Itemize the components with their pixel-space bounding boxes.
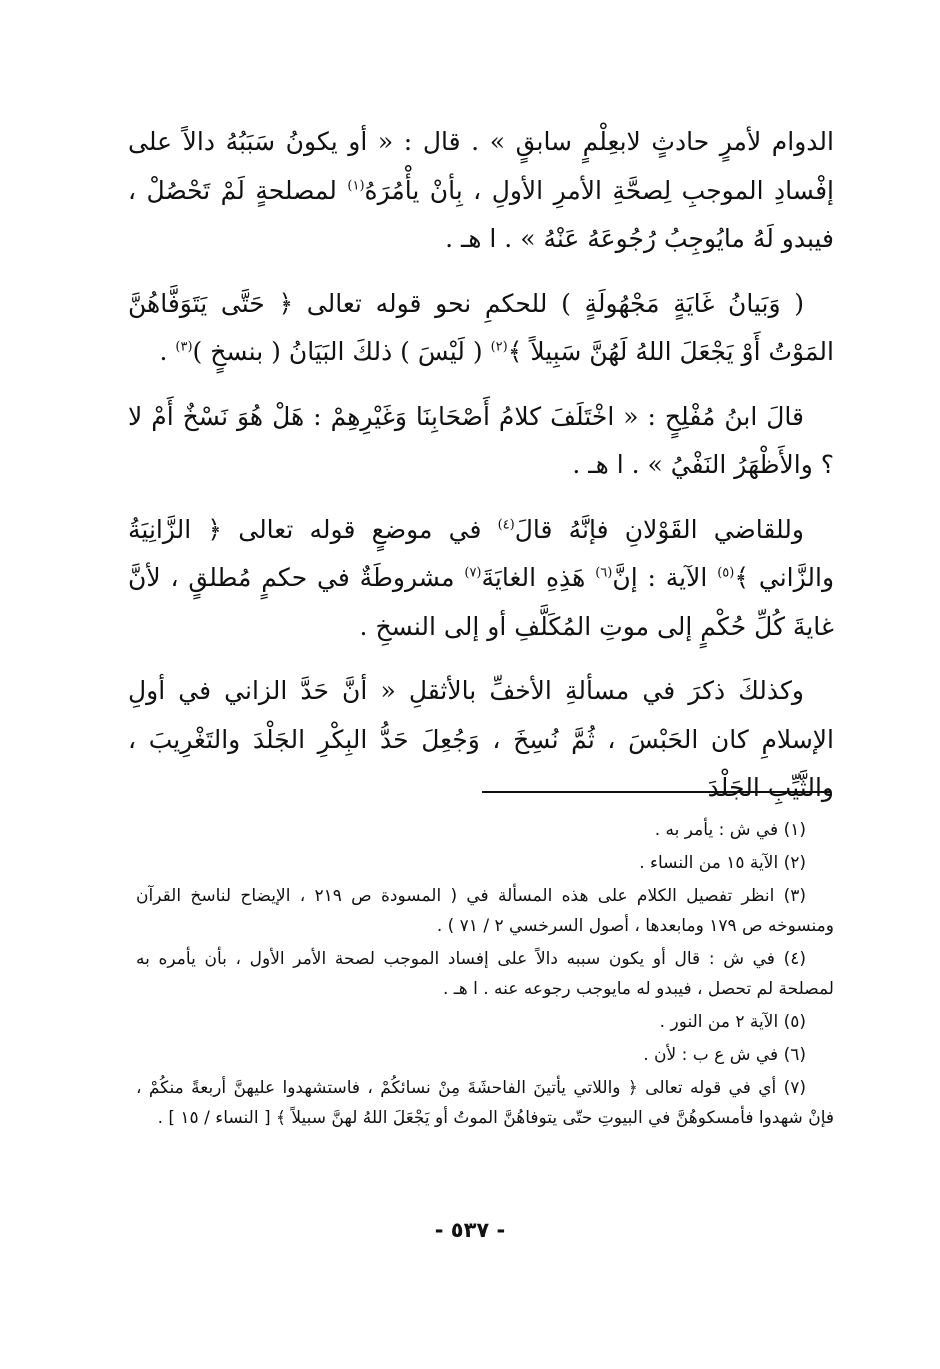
footnote-ref-7: (٧) xyxy=(464,565,482,581)
paragraph-1-text: الدوام لأمرٍ حادثٍ لابعِلْمٍ سابقٍ » . قال : « أو يكونُ سَبَبُهُ دالاً على إفْسادِ الموجبِ لِصحَّةِ الأمرِ الأولِ ، بِأنْ يأْمُرَهُ xyxy=(128,127,834,205)
paragraph-2 xyxy=(128,280,834,377)
footnote-ref-6: (٦) xyxy=(595,565,613,581)
footnote-ref-5: (٥) xyxy=(717,565,735,581)
paragraph-4 xyxy=(128,506,834,652)
paragraph-1-tail: لمصلحةٍ لَمْ تَحْصُلْ ، فيبدو لَهُ مايُوجِبُ رُجُوعَهُ عَنْهُ » . ا هـ . xyxy=(128,175,834,253)
footnotes-section xyxy=(136,815,834,1136)
footnote-ref-3: (٣) xyxy=(175,339,193,355)
paragraph-2-mid: ( لَيْسَ ) ذلكَ البَيَانُ ( بنسخٍ ) xyxy=(192,337,483,366)
paragraph-4-mid-3: هَذِهِ الغايَةَ xyxy=(481,563,586,592)
paragraph-4-tail: مشروطَةٌ في حكمٍ مُطلقٍ ، لأنَّ غايةَ كُلِّ حُكْمٍ إلى موتِ المُكَلَّفِ أو إلى النسخِ . xyxy=(128,563,834,641)
footnote-6: (٦) في ش ع ب : لأن . xyxy=(643,1045,806,1065)
paragraph-3-text: قالَ ابنُ مُفْلِحٍ : « اخْتَلَفَ كلامُ أَصْحَابِنَا وَغَيْرِهِمْ : هَلْ هُوَ نَسْخٌ أَمْ لا ؟ والأَظْهَرُ النَفْيُ » . ا هـ . xyxy=(128,401,834,479)
paragraph-4-text: وللقاضي القَوْلانِ فإنَّهُ قالَ xyxy=(514,514,804,544)
paragraph-2-tail: . xyxy=(159,337,168,366)
footnote-7: (٧) أي في قوله تعالى ﴿ واللاتي يأتينَ الفاحشَةَ مِنْ نسائكُمْ ، فاستشهدوا عليهنَّ أربعةً منكُمْ ، فإنْ شهدوا فأمسكوهُنَّ في البيوتِ حتّى يتوفاهُنَّ الموتُ أو يَجْعَلَ اللهُ لهنَّ سبيلاً ﴾ [ النساء / ١٥ ] . xyxy=(136,1078,834,1128)
footnote-5: (٥) الآية ٢ من النور . xyxy=(659,1012,806,1032)
paragraph-4-mid-1: في موضعٍ قوله تعالى ﴿ الزَّانِيَةُ والزَّاني ﴾ xyxy=(128,514,835,592)
paragraph-4-mid-2: الآية : إنَّ xyxy=(612,563,708,592)
footnote-1: (١) في ش : يأمر به . xyxy=(654,820,806,840)
footnote-ref-2: (٢) xyxy=(490,339,508,355)
page-number: - ٥٣٧ - xyxy=(434,1218,506,1242)
paragraph-3 xyxy=(128,393,834,490)
footnote-ref-1: (١) xyxy=(347,178,365,194)
footnote-ref-4: (٤) xyxy=(497,517,515,533)
footnote-2: (٢) الآية ١٥ من النساء . xyxy=(639,853,806,873)
main-text-body xyxy=(128,118,834,813)
footnote-separator xyxy=(482,791,830,793)
paragraph-5-text: وكذلكَ ذكرَ في مسألةِ الأخفِّ بالأثقلِ « أنَّ حَدَّ الزاني في أولِ الإسلامِ كان الحَبْسَ ، ثُمَّ نُسِخَ ، وَجُعِلَ حَدُّ البِكْرِ الجَلْدَ والتَغْرِيبَ ، والثَّيِّبِ الجَلْدَ xyxy=(128,676,834,802)
footnote-4: (٤) في ش : قال أو يكون سببه دالاً على إفساد الموجب لصحة الأمر الأول ، بأن يأمره به لمصلحة لم تحصل ، فيبدو له مايوجب رجوعه عنه . ا هـ . xyxy=(136,949,834,999)
footnote-3: (٣) انظر تفصيل الكلام على هذه المسألة في ( المسودة ص ٢١٩ ، الإيضاح لناسخ القرآن ومنسوخه ص ١٧٩ ومابعدها ، أصول السرخسي ٢ / ٧١ ) . xyxy=(136,886,834,936)
paragraph-1 xyxy=(128,118,834,264)
paragraph-2-text: ( وَبَيانُ غَايَةٍ مَجْهُولَةٍ ) للحكمِ نحو قوله تعالى ﴿ حَتَّى يَتَوَفَّاهُنَّ المَوْتُ أَوْ يَجْعَلَ اللهُ لَهُنَّ سَبِيلاً ﴾ xyxy=(128,288,834,366)
